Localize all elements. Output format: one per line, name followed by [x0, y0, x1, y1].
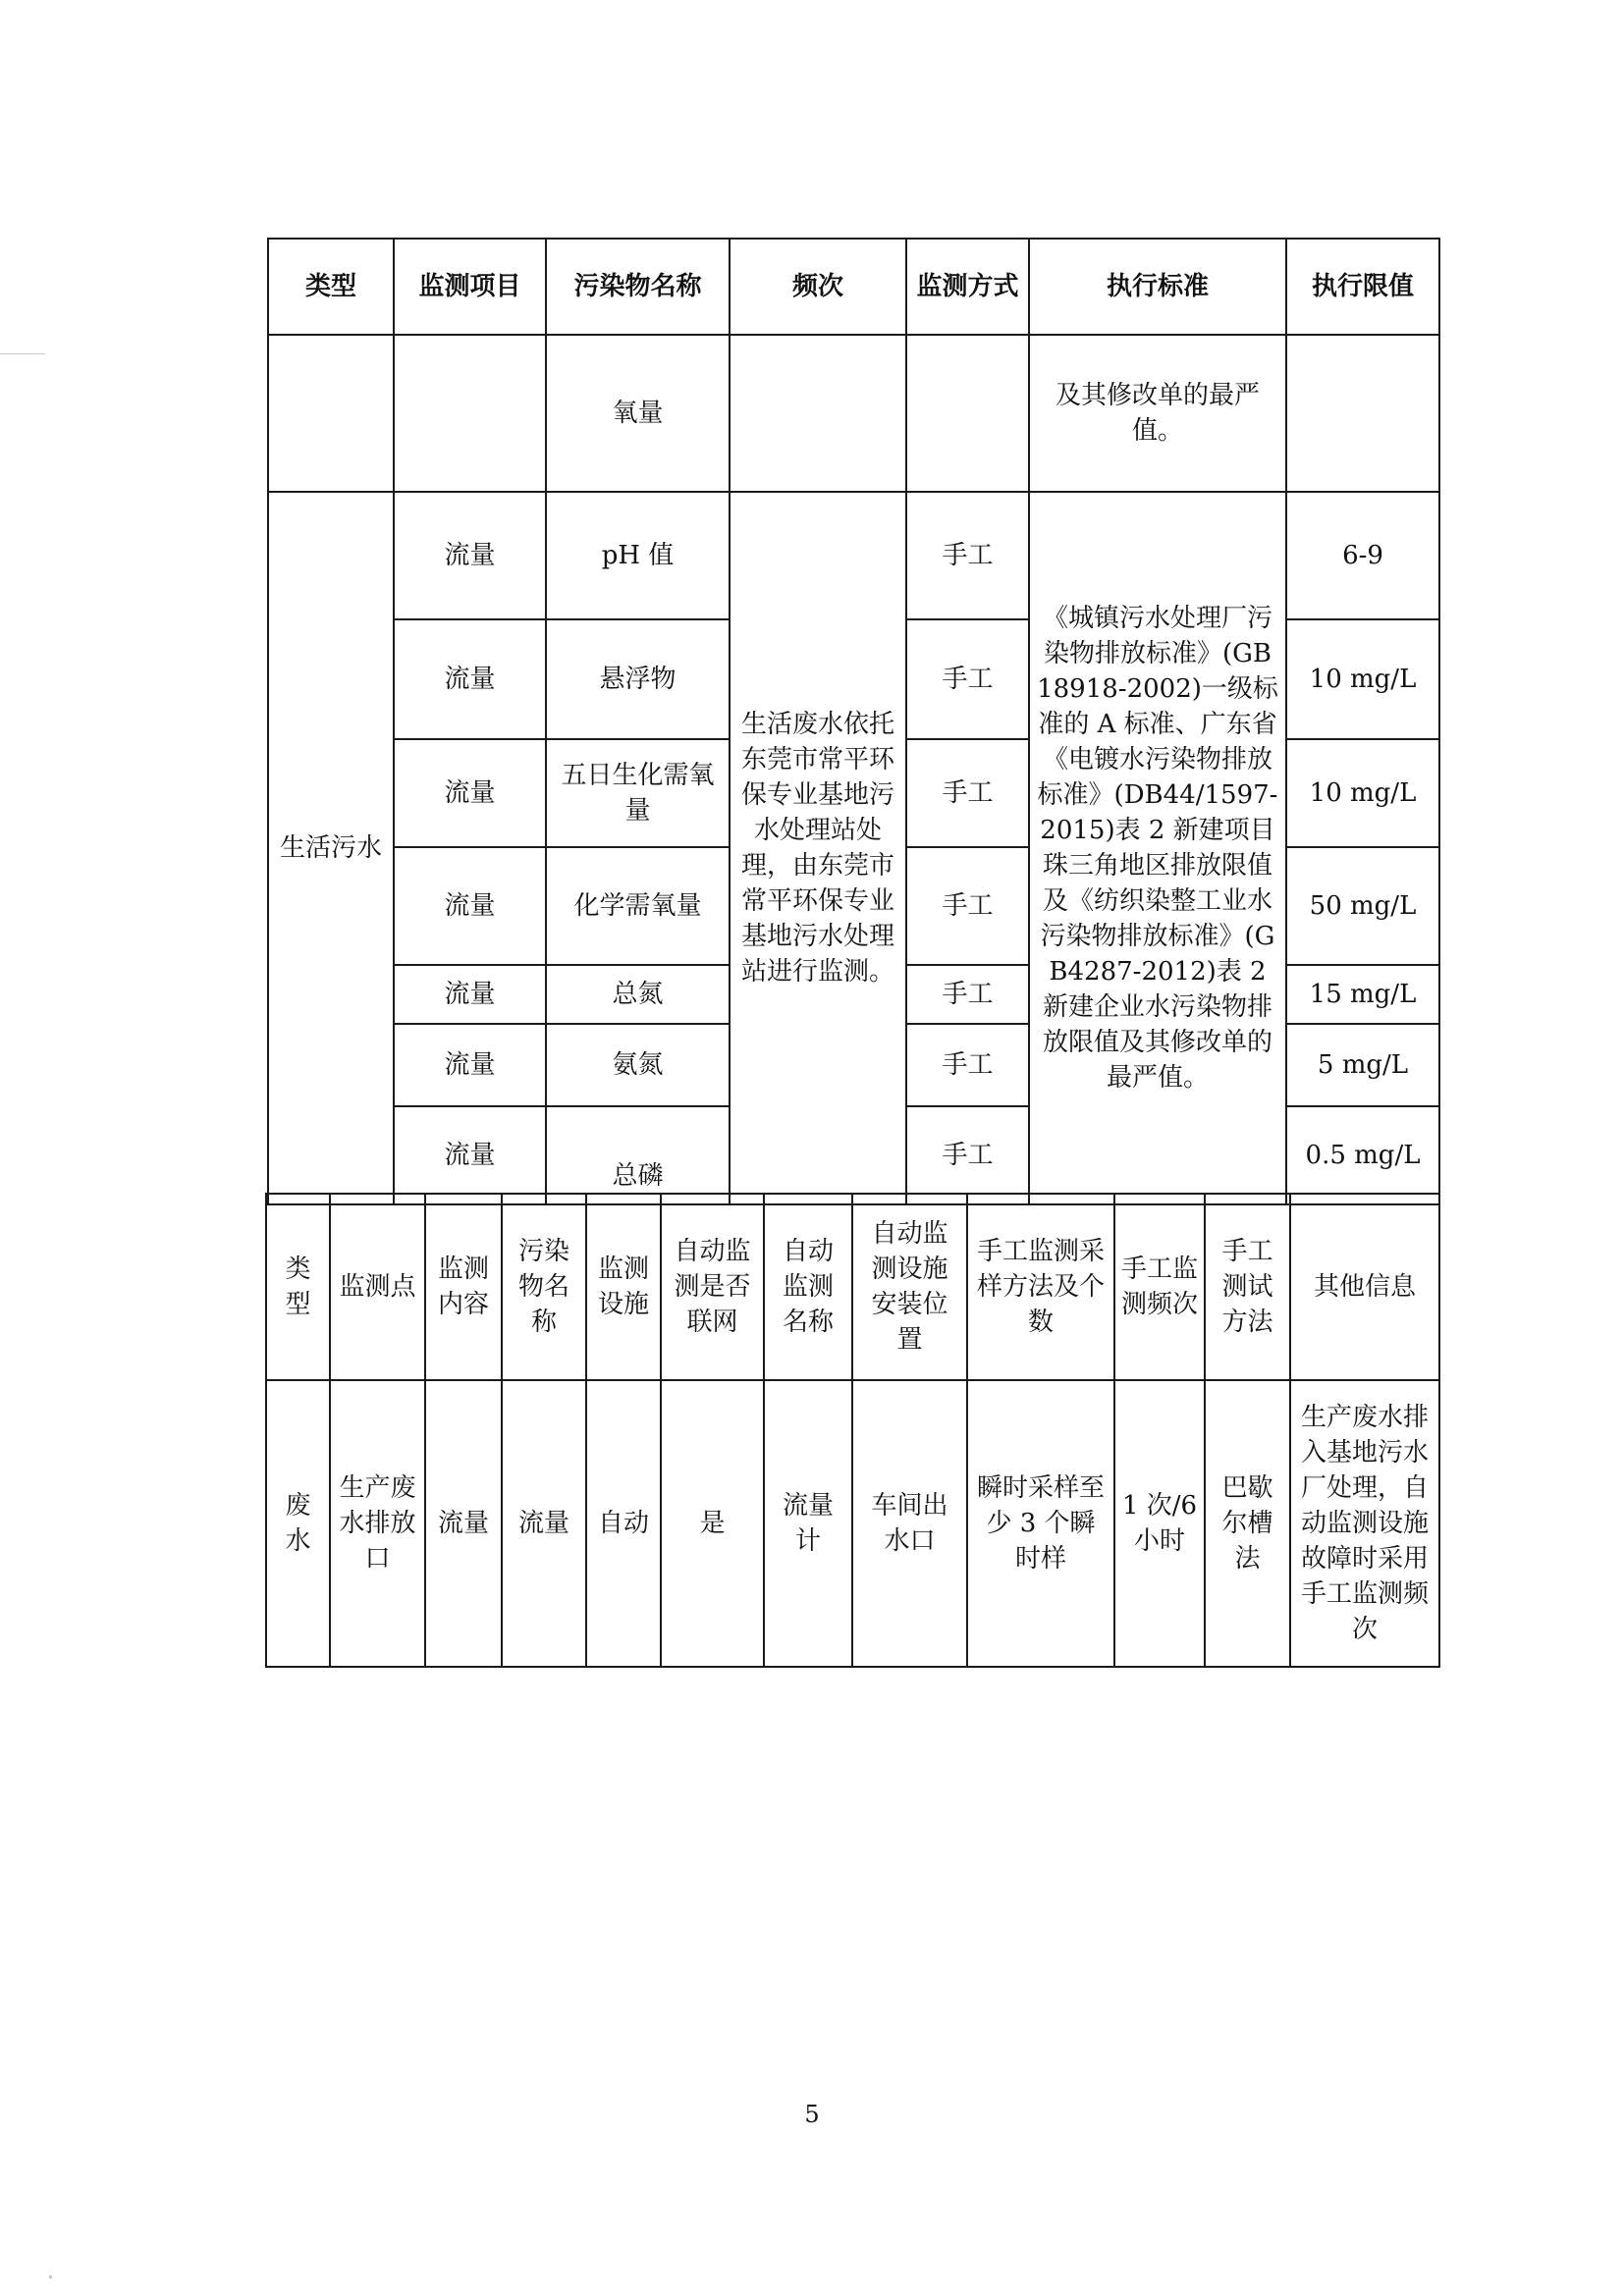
header-pollutant: 污染物名称: [546, 239, 730, 335]
row-pollutant: 总磷: [546, 1106, 730, 1204]
row-item: 流量: [394, 1024, 546, 1106]
row-method: 手工: [906, 847, 1029, 965]
header-other-info: 其他信息: [1290, 1194, 1439, 1380]
row-pollutant: pH 值: [546, 492, 730, 619]
cell-type: 废水: [266, 1380, 330, 1667]
cell-sampling-method: 瞬时采样至少 3 个瞬时样: [967, 1380, 1114, 1667]
row-limit: 50 mg/L: [1286, 847, 1439, 965]
row-limit: 0.5 mg/L: [1286, 1106, 1439, 1204]
row-item: 流量: [394, 965, 546, 1024]
group-type: 生活污水: [268, 492, 394, 1204]
header-item: 监测项目: [394, 239, 546, 335]
header-type: 类型: [266, 1194, 330, 1380]
continued-type: [268, 335, 394, 492]
row-item: 流量: [394, 1106, 546, 1204]
cell-manual-frequency: 1 次/6 小时: [1114, 1380, 1205, 1667]
row-limit: 10 mg/L: [1286, 619, 1439, 739]
cell-facility: 自动: [586, 1380, 661, 1667]
monitoring-table-lower: [265, 1193, 1440, 1668]
row-limit: 15 mg/L: [1286, 965, 1439, 1024]
continued-frequency: [730, 335, 906, 492]
group-frequency: 生活废水依托东莞市常平环保专业基地污水处理站处理，由东莞市常平环保专业基地污水处理站进行监测。: [730, 492, 906, 1204]
row-method: 手工: [906, 965, 1029, 1024]
scan-mark-left: [0, 353, 45, 354]
monitoring-table-upper: [267, 238, 1440, 1205]
header-row: [268, 239, 1439, 335]
group-standard: 《城镇污水处理厂污染物排放标准》(GB18918-2002)一级标准的 A 标准、广东省《电镀水污染物排放标准》(DB44/1597-2015)表 2 新建项目珠三角地区排放限值及《纺织染整工业水污染物排放标准》(GB4287-2012)表 2 新建企业水污染物排放限值及其修改单的最严值。: [1029, 492, 1286, 1204]
header-networked: 自动监测是否联网: [661, 1194, 764, 1380]
row-pollutant: 总氮: [546, 965, 730, 1024]
cell-networked: 是: [661, 1380, 764, 1667]
header-frequency: 频次: [730, 239, 906, 335]
header-pollutant: 污染物名称: [502, 1194, 586, 1380]
row-method: 手工: [906, 1106, 1029, 1204]
cell-monitoring-content: 流量: [425, 1380, 502, 1667]
row-item: 流量: [394, 847, 546, 965]
header-auto-name: 自动监测名称: [764, 1194, 852, 1380]
row-item: 流量: [394, 619, 546, 739]
row-method: 手工: [906, 1024, 1029, 1106]
continued-item: [394, 335, 546, 492]
row-pollutant: 化学需氧量: [546, 847, 730, 965]
header-row: [266, 1194, 1439, 1380]
cell-install-location: 车间出水口: [852, 1380, 967, 1667]
continued-pollutant: 氧量: [546, 335, 730, 492]
cell-pollutant: 流量: [502, 1380, 586, 1667]
row-item: 流量: [394, 492, 546, 619]
continued-row: [268, 335, 1439, 492]
table-row: [266, 1380, 1439, 1667]
row-pollutant: 五日生化需氧量: [546, 739, 730, 847]
row-limit: 6-9: [1286, 492, 1439, 619]
header-install-location: 自动监测设施安装位置: [852, 1194, 967, 1380]
row-pollutant: 氨氮: [546, 1024, 730, 1106]
row-method: 手工: [906, 739, 1029, 847]
cell-test-method: 巴歇尔槽法: [1205, 1380, 1290, 1667]
header-standard: 执行标准: [1029, 239, 1286, 335]
row-pollutant: 悬浮物: [546, 619, 730, 739]
continued-standard: 及其修改单的最严值。: [1029, 335, 1286, 492]
row-method: 手工: [906, 619, 1029, 739]
scan-mark-bottom-left: [49, 2275, 52, 2278]
header-sampling-method: 手工监测采样方法及个数: [967, 1194, 1114, 1380]
table-row: [268, 492, 1439, 619]
row-limit: 10 mg/L: [1286, 739, 1439, 847]
continued-limit: [1286, 335, 1439, 492]
header-type: 类型: [268, 239, 394, 335]
header-facility: 监测设施: [586, 1194, 661, 1380]
header-method: 监测方式: [906, 239, 1029, 335]
row-method: 手工: [906, 492, 1029, 619]
cell-monitoring-point: 生产废水排放口: [330, 1380, 425, 1667]
page-number: 5: [804, 2101, 820, 2128]
header-monitoring-point: 监测点: [330, 1194, 425, 1380]
header-manual-frequency: 手工监测频次: [1114, 1194, 1205, 1380]
header-limit: 执行限值: [1286, 239, 1439, 335]
continued-method: [906, 335, 1029, 492]
header-test-method: 手工测试方法: [1205, 1194, 1290, 1380]
header-monitoring-content: 监测内容: [425, 1194, 502, 1380]
row-item: 流量: [394, 739, 546, 847]
cell-auto-name: 流量计: [764, 1380, 852, 1667]
row-limit: 5 mg/L: [1286, 1024, 1439, 1106]
cell-other-info: 生产废水排入基地污水厂处理，自动监测设施故障时采用手工监测频次: [1290, 1380, 1439, 1667]
